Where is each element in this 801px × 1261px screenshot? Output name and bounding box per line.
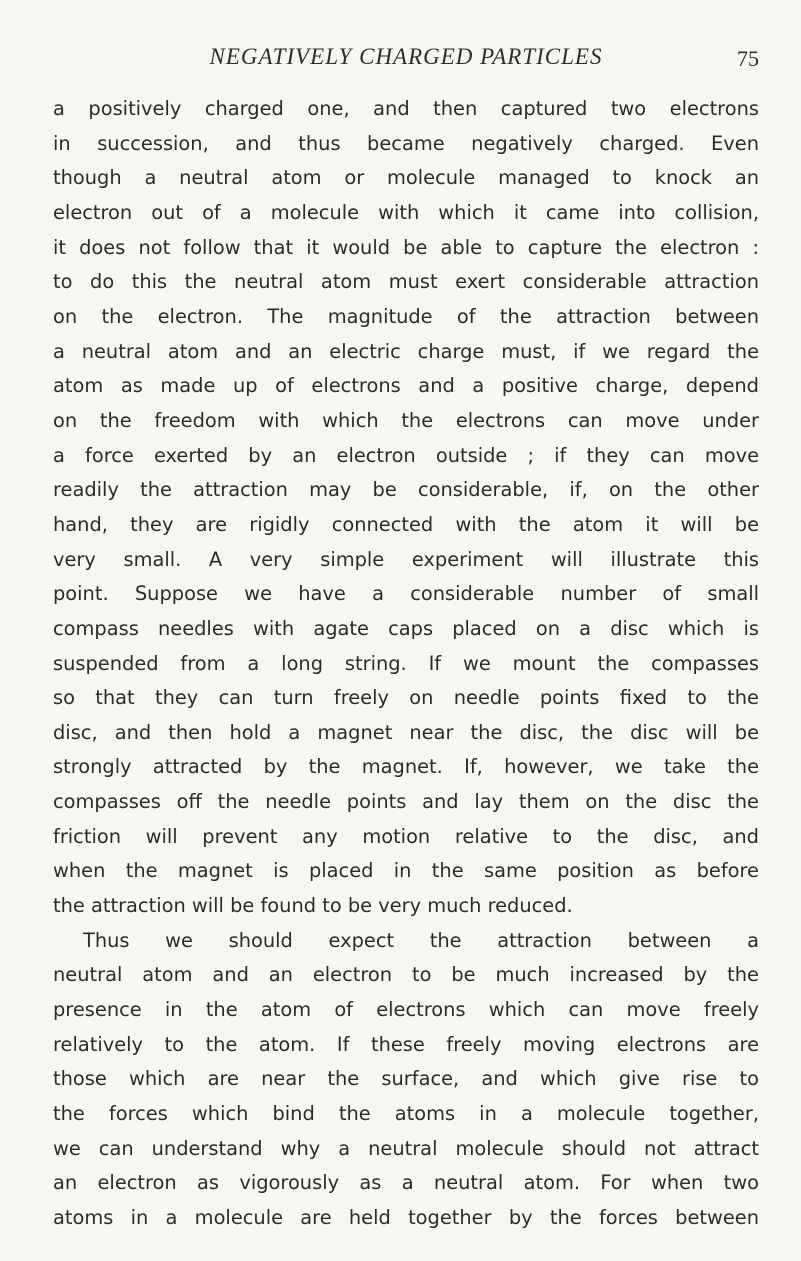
- text-line: in succession, and thus became negatively charged. Even: [53, 131, 759, 155]
- text-line: the attraction will be found to be very much reduced.: [53, 894, 573, 918]
- text-line: we can understand why a neutral molecule should not attract: [53, 1136, 759, 1160]
- text-line: the forces which bind the atoms in a molecule together,: [53, 1102, 759, 1126]
- text-line: on the freedom with which the electrons can move under: [53, 408, 759, 432]
- text-line: suspended from a long string. If we mount the compasses: [53, 651, 759, 675]
- text-line: very small. A very simple experiment will illustrate this: [53, 547, 759, 571]
- text-line: to do this the neutral atom must exert considerable attraction: [53, 270, 759, 294]
- text-line: friction will prevent any motion relative to the disc, and: [53, 824, 759, 848]
- text-line: disc, and then hold a magnet near the disc, the disc will be: [53, 720, 759, 744]
- text-line: relatively to the atom. If these freely moving electrons are: [53, 1032, 759, 1056]
- body-text: [53, 92, 759, 1236]
- text-line: on the electron. The magnitude of the attraction between: [53, 304, 759, 328]
- text-line: hand, they are rigidly connected with the atom it will be: [53, 512, 759, 536]
- text-line: so that they can turn freely on needle points fixed to the: [53, 686, 759, 710]
- text-line: though a neutral atom or molecule managed to knock an: [53, 166, 759, 190]
- text-line: readily the attraction may be considerable, if, on the other: [53, 478, 759, 502]
- page-number: 75: [737, 46, 759, 71]
- text-line: neutral atom and an electron to be much increased by the: [53, 963, 759, 987]
- text-line: it does not follow that it would be able to capture the electron :: [53, 235, 759, 259]
- running-head-title: NEGATIVELY CHARGED PARTICLES: [209, 44, 603, 69]
- text-line: a force exerted by an electron outside ; if they can move: [53, 443, 759, 467]
- paragraph-first-line: Thus we should expect the attraction between a: [83, 928, 759, 952]
- text-line: an electron as vigorously as a neutral atom. For when two: [53, 1171, 759, 1195]
- text-line: compass needles with agate caps placed on a disc which is: [53, 616, 759, 640]
- text-line: a neutral atom and an electric charge must, if we regard the: [53, 339, 759, 363]
- text-line: presence in the atom of electrons which can move freely: [53, 998, 759, 1022]
- text-line: electron out of a molecule with which it came into collision,: [53, 200, 759, 224]
- text-line: those which are near the surface, and which give rise to: [53, 1067, 759, 1091]
- text-line: when the magnet is placed in the same position as before: [53, 859, 759, 883]
- text-line: atoms in a molecule are held together by the forces between: [53, 1206, 759, 1229]
- text-line: compasses off the needle points and lay them on the disc the: [53, 790, 759, 814]
- text-line: point. Suppose we have a considerable number of small: [53, 582, 759, 606]
- text-line: atom as made up of electrons and a positive charge, depend: [53, 374, 759, 398]
- text-line: a positively charged one, and then captured two electrons: [53, 97, 759, 120]
- running-head: [53, 44, 759, 74]
- text-line: strongly attracted by the magnet. If, however, we take the: [53, 755, 759, 779]
